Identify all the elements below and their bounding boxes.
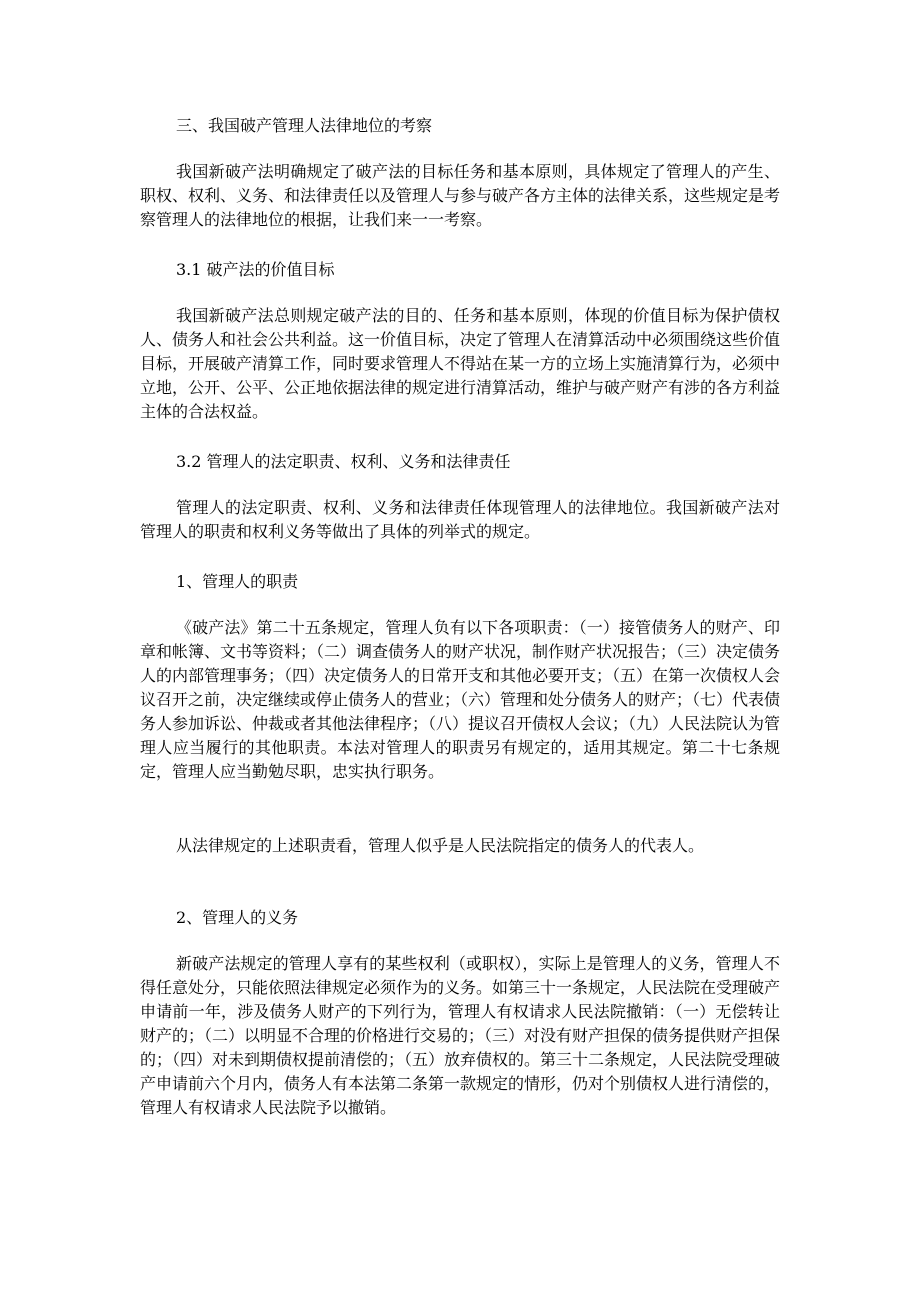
sub31-heading: 3.1 破产法的价值目标 [176, 260, 335, 279]
section3-heading: 三、我国破产管理人法律地位的考察 [176, 116, 433, 135]
item1-paragraph: 《破产法》第二十五条规定，管理人负有以下各项职责：（一）接管债务人的财产、印章和帐簿、文书等资料；（二）调查债务人的财产状况，制作财产状况报告；（三）决定债务人的内部管理事务；（四）决定债务人的日常开支和其他必要开支；（五）在第一次债权人会议召开之前，决定继续或停止债务人的营业；（六）管理和处分债务人的财产；（七）代表债务人参加诉讼、仲裁或者其他法律程序；（八）提议召开债权人会议；（九）人民法院认为管理人应当履行的其他职责。本法对管理人的职责另有规定的，适用其规定。第二十七条规定，管理人应当勤勉尽职，忠实执行职务。 [140, 618, 781, 781]
item2-heading: 2、管理人的义务 [176, 908, 299, 927]
sub31-paragraph: 我国新破产法总则规定破产法的目的、任务和基本原则，体现的价值目标为保护债权人、债务人和社会公共利益。这一价值目标，决定了管理人在清算活动中必须围绕这些价值目标，开展破产清算工作，同时要求管理人不得站在某一方的立场上实施清算行为，必须中立地，公开、公平、公正地依据法律的规定进行清算活动，维护与破产财产有涉的各方利益主体的合法权益。 [140, 306, 781, 421]
item1-heading: 1、管理人的职责 [176, 572, 299, 591]
sub32-heading: 3.2 管理人的法定职责、权利、义务和法律责任 [176, 452, 511, 471]
sub32-paragraph: 管理人的法定职责、权利、义务和法律责任体现管理人的法律地位。我国新破产法对管理人的职责和权利义务等做出了具体的列举式的规定。 [140, 498, 780, 541]
item1-conclusion: 从法律规定的上述职责看，管理人似乎是人民法院指定的债务人的代表人。 [176, 836, 705, 855]
item2-paragraph: 新破产法规定的管理人享有的某些权利（或职权），实际上是管理人的义务，管理人不得任意处分，只能依照法律规定必须作为的义务。如第三十一条规定，人民法院在受理破产申请前一年，涉及债务人财产的下列行为，管理人有权请求人民法院撤销：（一）无偿转让财产的；（二）以明显不合理的价格进行交易的；（三）对没有财产担保的债务提供财产担保的；（四）对未到期债权提前清偿的；（五）放弃债权的。第三十二条规定，人民法院受理破产申请前六个月内，债务人有本法第二条第一款规定的情形，仍对个别债权人进行清偿的，管理人有权请求人民法院予以撤销。 [140, 954, 781, 1117]
intro-paragraph: 我国新破产法明确规定了破产法的目标任务和基本原则，具体规定了管理人的产生、职权、权利、义务、和法律责任以及管理人与参与破产各方主体的法律关系，这些规定是考察管理人的法律地位的根据，让我们来一一考察。 [140, 162, 781, 229]
